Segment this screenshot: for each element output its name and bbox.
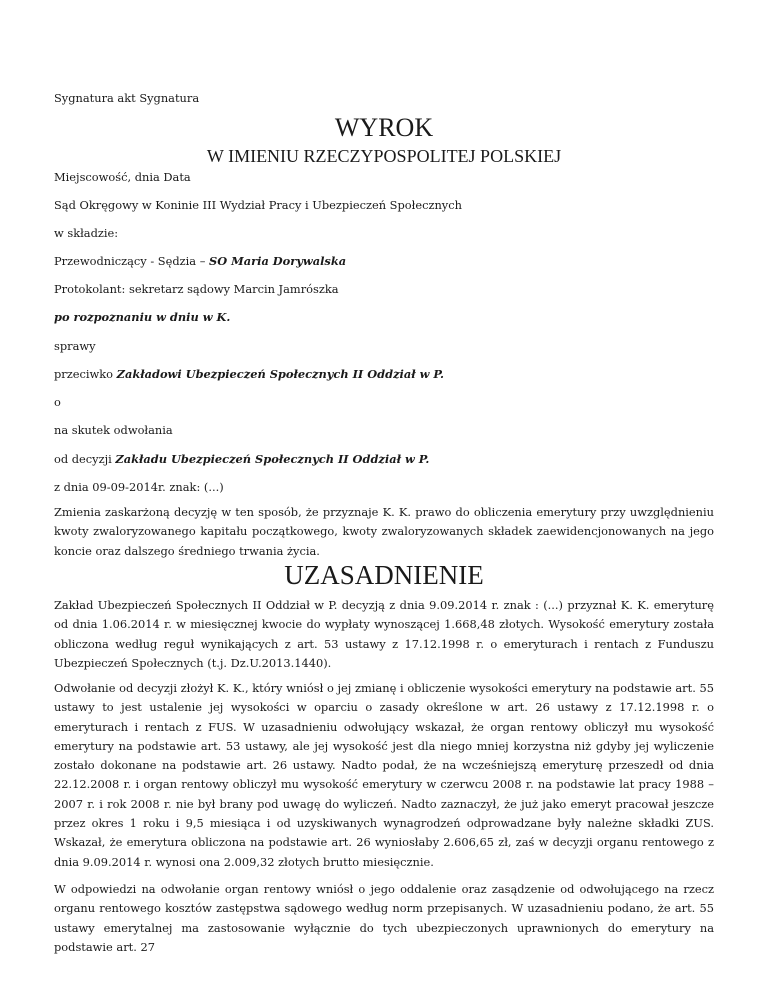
justification-heading: UZASADNIENIE [284, 560, 484, 590]
subject-label: o [54, 395, 61, 409]
justification-paragraph-2: Odwołanie od decyzji złożył K. K., który wniósł o jej zmianę i obliczenie wysokości emerytury na podstawie art. 55 ustawy to jest ustalenie jej wysokości w oparciu o zasady określone w art. 26 ustawy z 17.12.1998 r. o emeryturach i rentach z FUS. W uzasadnieniu odwołujący wskazał, że organ rentowy obliczył mu wysokość emerytury na podstawie art. 53 ustawy, ale jej wysokość jest dla niego mniej korzystna niż gdyby jej wyliczenie zostało dokonane na podstawie art. 26 ustawy. Nadto podał, że na wcześniejszą emeryturę przeszedł od dnia 22.12.2008 r. i organ rentowy obliczył mu wysokość emerytury w czerwcu 2008 r. na podstawie lat pracy 1988 – 2007 r. i rok 2008 r. nie był brany pod uwagę do wyliczeń. Nadto zaznaczył, że już jako emeryt pracował jeszcze przez okres 1 roku i 9,5 miesiąca i od uzyskiwanych wynagrodzeń odprowadzane były należne składki ZUS. Wskazał, że emerytura obliczona na podstawie art. 26 wyniosłaby 2.606,65 zł, zaś w decyzji organu rentowego z dnia 9.09.2014 r. wynosi ona 2.009,32 złotych brutto miesięcznie. [54, 681, 714, 869]
decision-authority-name: Zakładu Ubezpieczeń Społecznych II Oddział w P. [115, 452, 430, 466]
place-date-line: Miejscowość, dnia Data [54, 170, 191, 184]
decision-line [54, 452, 429, 466]
case-label: sprawy [54, 339, 96, 353]
against-party-name: Zakładowi Ubezpieczeń Społecznych II Oddział w P. [116, 367, 445, 381]
appeal-line: na skutek odwołania [54, 423, 173, 437]
justification-paragraph-1: Zakład Ubezpieczeń Społecznych II Oddział w P. decyzją z dnia 9.09.2014 r. znak : (...) przyznał K. K. emeryturę od dnia 1.06.2014 r. w miesięcznej kwocie do wypłaty wynoszącej 1.668,48 złotych. Wysokość emerytury została obliczona według reguł wynikających z art. 53 ustawy z 17.12.1998 r. o emeryturach i rentach z Funduszu Ubezpieczeń Społecznych (t.j. Dz.U.2013.1440). [54, 598, 714, 670]
clerk-line: Protokolant: sekretarz sądowy Marcin Jamrószka [54, 282, 339, 296]
against-line [54, 367, 444, 381]
presiding-judge-name: SO Maria Dorywalska [209, 254, 347, 268]
hearing-line: po rozpoznaniu w dniu w K. [54, 310, 231, 324]
case-signature: Sygnatura akt Sygnatura [54, 91, 200, 105]
composition-label: w składzie: [54, 226, 119, 240]
verdict-paragraph: Zmienia zaskarżoną decyzję w ten sposób, że przyznaje K. K. prawo do obliczenia emerytury przy uwzględnieniu kwoty zwaloryzowanego kapitału początkowego, kwoty zwaloryzowanych składek zaewidencjonowanych na jego koncie oraz dalszego średniego trwania życia. [54, 505, 714, 558]
document-subtitle: W IMIENIU RZECZYPOSPOLITEJ POLSKIEJ [206, 146, 562, 166]
justification-paragraph-3: W odpowiedzi na odwołanie organ rentowy wniósł o jego oddalenie oraz zasądzenie od odwołującego na rzecz organu rentowego kosztów zastępstwa sądowego według norm przepisanych. W uzasadnieniu podano, że art. 55 ustawy emerytalnej ma zastosowanie wyłącznie do tych ubezpieczonych uprawnionych do emerytury na podstawie art. 27 [54, 882, 714, 954]
presiding-judge-label: Przewodniczący - Sędzia – [54, 254, 210, 268]
decision-label: od decyzji [54, 452, 116, 466]
presiding-judge-line [54, 254, 346, 268]
decision-date-line: z dnia 09-09-2014r. znak: (...) [54, 480, 224, 494]
court-name-line: Sąd Okręgowy w Koninie III Wydział Pracy i Ubezpieczeń Społecznych [54, 198, 462, 212]
document-title: WYROK [334, 113, 434, 142]
against-label: przeciwko [54, 367, 117, 381]
